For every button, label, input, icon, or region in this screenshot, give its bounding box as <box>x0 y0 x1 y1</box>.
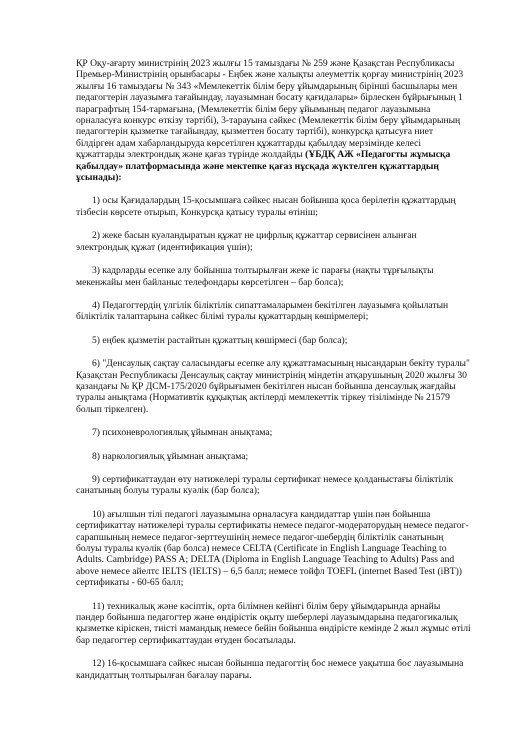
spacer <box>76 346 471 358</box>
spacer <box>76 439 471 451</box>
list-item: 2) жеке басын куәландыратын құжат не цифрлық құжаттар сервисінен алынған электрондық құжат (идентификация үшін); <box>76 230 417 253</box>
list-item: 3) кадрларды есепке алу бойынша толтырылған жеке іс парағы (нақты тұрғылықты мекенжайы мен байланыс телефондары көрсетілген – бар болса); <box>76 265 434 288</box>
list-item: 1) осы Қағидалардың 15-қосымшаға сәйкес нысан бойынша қоса берілетін құжаттардың тізбесін көрсете отырып, Конкурсқа қатысу туралы өтініш; <box>76 195 456 218</box>
list-item: 9) сертификаттаудан өту нәтижелері туралы сертификат немесе қолданыстағы біліктілік санатының болуы туралы куәлік (бар болса); <box>76 473 454 497</box>
list-item: 5) еңбек қызметін растайтын құжаттың көшірмесі (бар болса); <box>92 334 348 346</box>
spacer <box>76 288 471 300</box>
list-item: 7) психоневрологиялық ұйымнан анықтама; <box>92 427 273 439</box>
list-item: 11) техникалық және кәсіптік, орта білімнен кейінгі білім беру ұйымдарында арнайы пәндер бойынша педагогтер және өндірістік оқыту шеберлері лауазымдарына педагогикалық қызметке кіріскен, тиісті мамандық немесе бейін бойынша өндірісте кемінде 2 жыл жұмыс өтілі бар педагогтер сертификаттаудан өтуден босатылады. <box>76 600 471 646</box>
intro-bold-text: (ҰБДҚ АЖ «Педагогты жұмысқа қабылдау» платформасында және мектепке қағаз нұсқада жүктелген құжаттардың ұсынады): <box>76 149 451 184</box>
spacer <box>76 183 471 195</box>
spacer <box>76 589 471 601</box>
list-item: 4) Педагогтердің үлгілік біліктілік сипаттамаларымен бекітілген лауазымға қойылатын біліктілік талаптарына сәйкес білімі туралы құжаттардың көшірмелері; <box>76 299 449 323</box>
spacer <box>76 462 471 474</box>
list-item: 10) ағылшын тілі педагогі лауазымына орналасуға кандидаттар үшін пән бойынша сертификаттау нәтижелері туралы сертификаты немесе педагог-модераторудың немесе педагог-сарапшының немесе педагог-зерттеушінің немесе педагог-шебердің біліктілік санатының болуы туралы куәлік (бар болса) немесе CELTA (Certificate in English Language Teaching to Adults. Cambridge) PASS A; DELTA (Diploma in English Language Teaching to Adults) Pass and above немесе айелтс IELTS (IELTS) – 6,5 балл; немесе тойфл TOEFL (internet Based Test (iBT)) сертификаты - 60-65 балл; <box>76 508 469 589</box>
spacer <box>76 415 471 427</box>
list-item: 6) "Денсаулық сақтау саласындағы есепке алу құжаттамасының нысандарын бекіту туралы" Қазақстан Республикасы Денсаулық сақтау министрінің міндетін атқарушының 2020 жылғы 30 қазандағы № ҚР ДСМ-175/2020 бұйрығымен бекітілген нысан бойынша денсаулық жағдайы туралы анықтама (Нормативтік құқықтық актілерді мемлекеттік тіркеу тізілімінде № 21579 болып тіркелген). <box>76 358 470 415</box>
spacer <box>76 218 471 230</box>
intro-text: ҚР Оқу-ағарту министрінің 2023 жылғы 15 тамыздағы № 259 және Қазақстан Республикасы Премьер-Министрінің орынбасары - Еңбек және халықты әлеуметтік қорғау министрінің 2023 жылғы 16 тамыздағы № 343 «Мемлекеттік білім беру ұйымдарының бірінші басшылары мен педагогтерін лауазымға тағайындау, лауазымнан босату қағидалары» бірлескен бұйрығының 1 параграфтың 154-тармағына, (Мемлекеттік білім беру ұйымының педагог лауазымына орналасуға конкурс өткізу тәртібі), 3-тарауына сәйкес (Мемлекеттік білім беру ұйымдарының педагогтерін қызметке тағайындау, қызметтен босату тәртібі), конкурсқа қатысуға ниет білдірген адам хабарландыруда көрсетілген құжаттарды қабылдау мерзімінде келесі құжаттарды электрондық және қағаз түрінде жолдайды <box>76 58 464 161</box>
list-item: 8) наркологиялық ұйымнан анықтама; <box>92 450 249 462</box>
spacer <box>76 497 471 509</box>
spacer <box>76 646 471 658</box>
spacer <box>76 323 471 335</box>
spacer <box>76 253 471 265</box>
list-item: 12) 16-қосымшаға сәйкес нысан бойынша педагогтің бос немесе уақытша бос лауазымына кандидаттың толтырылған бағалау парағы. <box>76 658 464 681</box>
intro-paragraph <box>76 58 471 183</box>
